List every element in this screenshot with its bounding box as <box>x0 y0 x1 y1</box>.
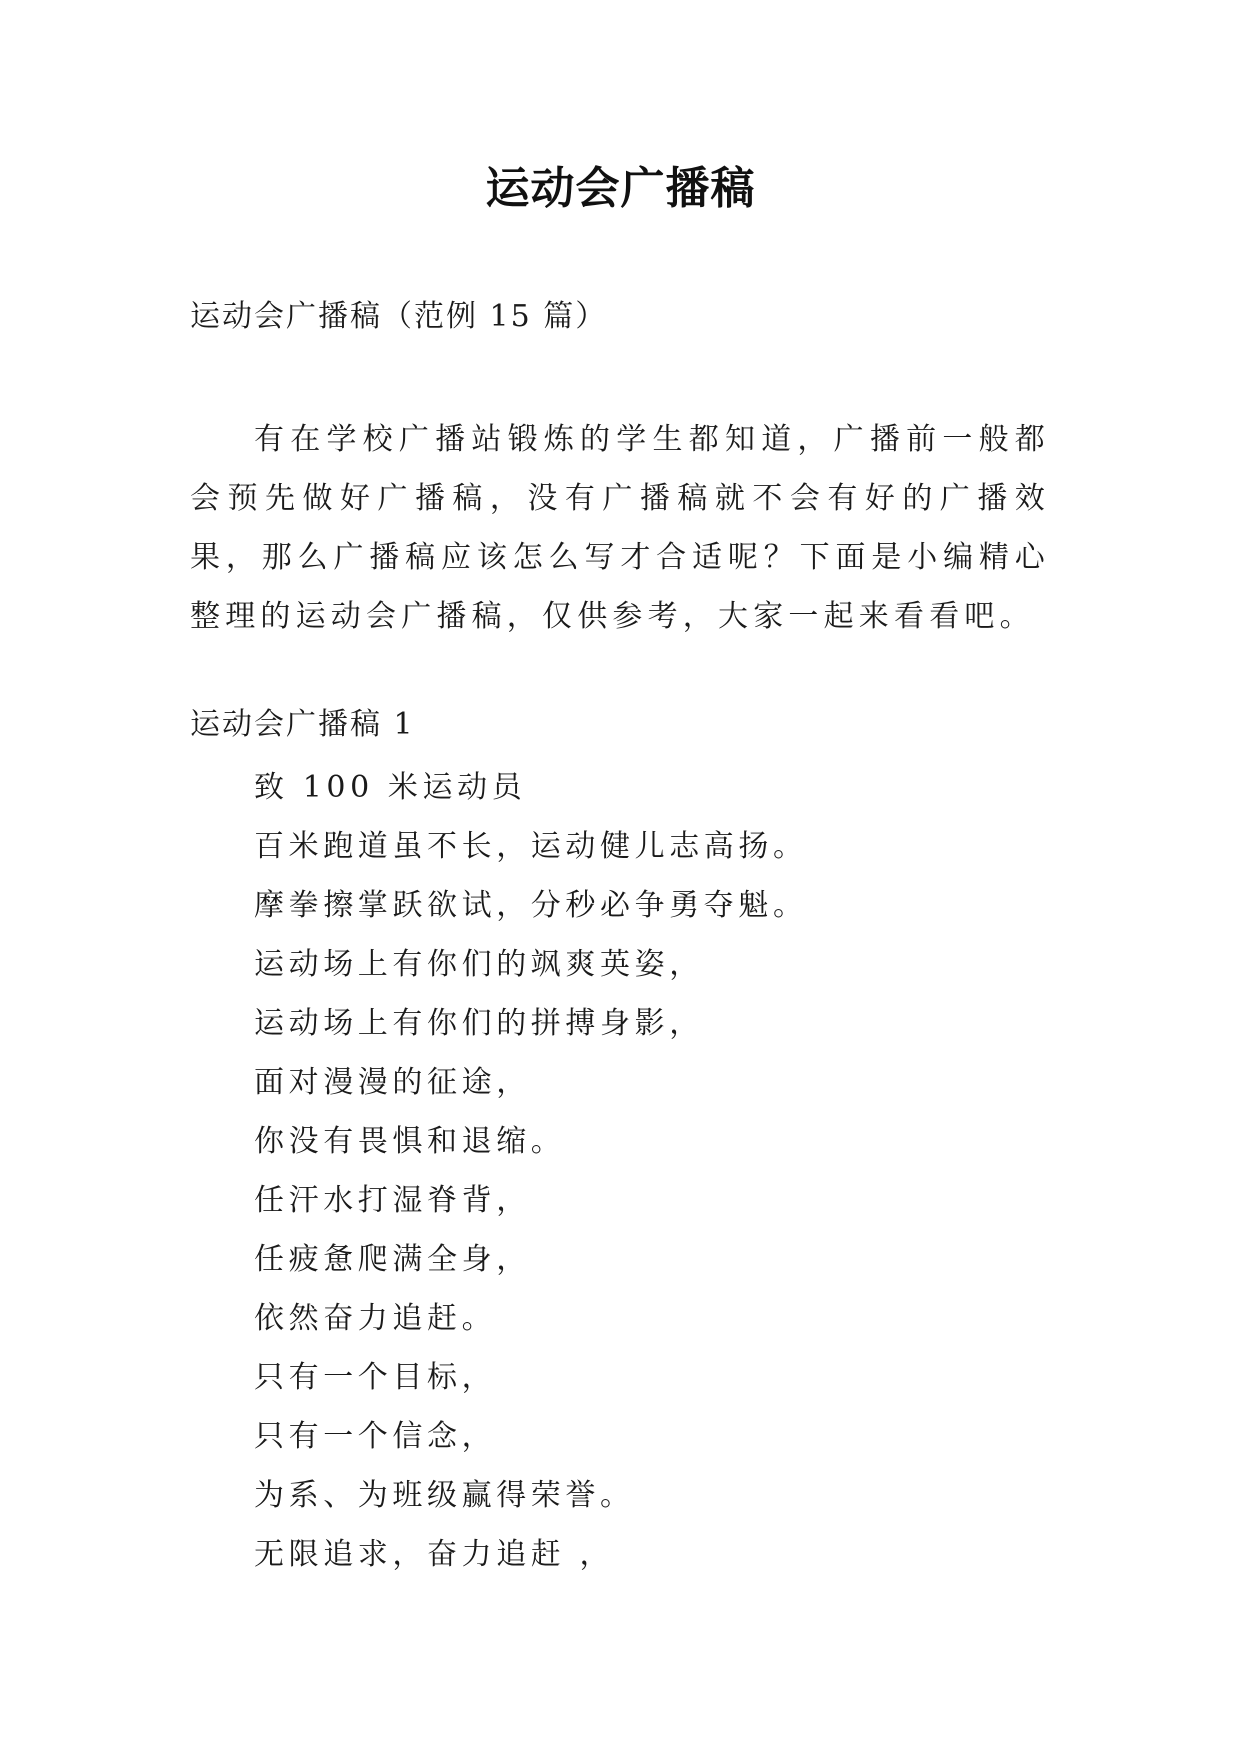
document-title: 运动会广播稿 <box>485 163 756 214</box>
poem-line: 依然奋力追赶。 <box>254 1301 497 1336</box>
poem-line: 为系、为班级赢得荣誉。 <box>254 1478 635 1513</box>
poem-line: 无限追求，奋力追赶 ， <box>254 1537 615 1572</box>
poem-line: 面对漫漫的征途， <box>254 1065 531 1100</box>
section-heading: 运动会广播稿 1 <box>190 707 415 742</box>
poem-line: 摩拳擦掌跃欲试，分秒必争勇夺魁。 <box>254 888 808 923</box>
poem-line: 只有一个目标， <box>254 1360 497 1395</box>
poem-line: 你没有畏惧和退缩。 <box>254 1124 566 1159</box>
intro-paragraph: 有在学校广播站锻炼的学生都知道，广播前一般都会预先做好广播稿，没有广播稿就不会有好的广播效果，那么广播稿应该怎么写才合适呢？下面是小编精心整理的运动会广播稿，仅供参考，大家一起来看看吧。 <box>190 422 1050 634</box>
poem-line: 只有一个信念， <box>254 1419 497 1454</box>
poem-line: 任汗水打湿脊背， <box>254 1183 531 1218</box>
poem-line: 运动场上有你们的飒爽英姿， <box>254 947 704 982</box>
poem-line: 运动场上有你们的拼搏身影， <box>254 1006 704 1041</box>
poem-line: 任疲惫爬满全身， <box>254 1242 531 1277</box>
poem-line: 百米跑道虽不长，运动健儿志高扬。 <box>254 829 808 864</box>
poem-lines <box>254 758 808 1584</box>
poem-line: 致 100 米运动员 <box>254 770 527 805</box>
document-subtitle: 运动会广播稿（范例 15 篇） <box>190 299 608 334</box>
